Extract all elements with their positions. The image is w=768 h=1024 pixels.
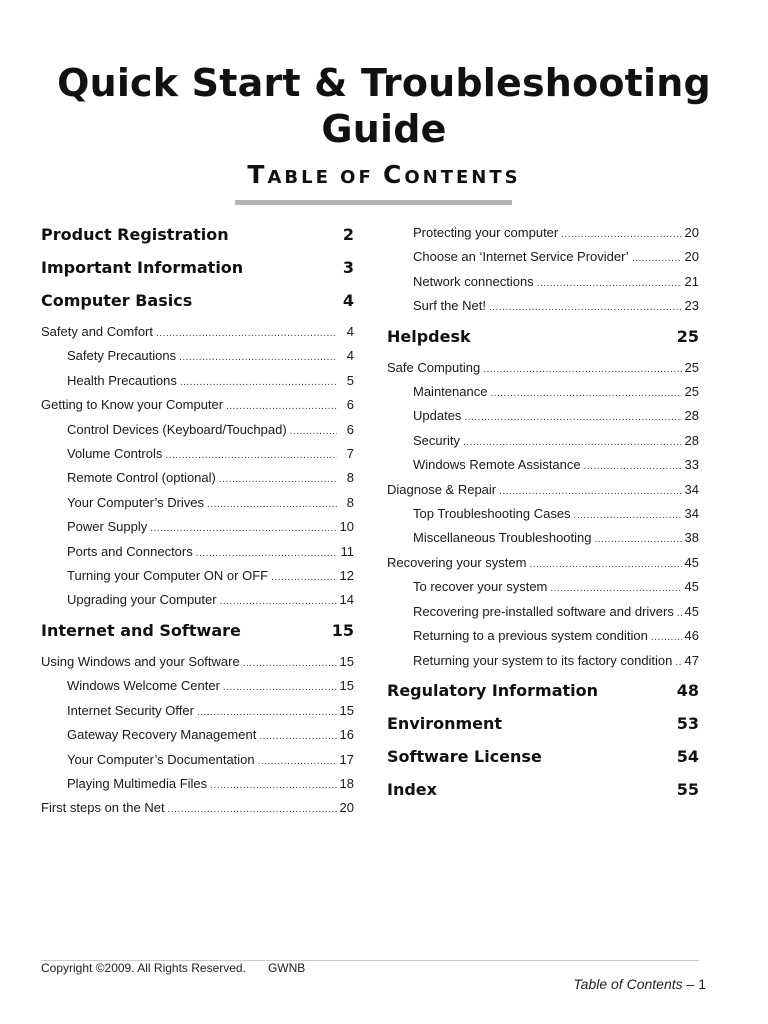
toc-section[interactable] [41,288,354,317]
toc-right-column [387,222,699,810]
toc-subentry[interactable] [41,443,354,467]
toc-page-number: 45 [684,554,699,570]
toc-subentry[interactable] [387,625,699,649]
toc-entry-label: Safe Computing [387,359,481,375]
toc-entry-label: Important Information [41,258,244,277]
toc-entry-label: Remote Control (optional) [67,470,216,486]
toc-page-number: 20 [684,249,699,265]
dot-leader [490,383,681,405]
toc-entry-label: Windows Welcome Center [67,678,220,694]
toc-section[interactable] [387,678,699,707]
toc-entry-label: Returning to a previous system condition [413,628,648,644]
toc-section[interactable] [387,324,699,353]
title-line-2: Guide [321,107,447,151]
toc-section[interactable] [41,222,354,251]
toc-entry-label: Your Computer’s Drives [67,494,205,510]
toc-entry-label: Updates [413,408,462,424]
toc-entry-label: Safety Precautions [67,348,177,364]
toc-entry-label: Diagnose & Repair [387,481,497,497]
dot-leader [290,421,337,443]
toc-subentry[interactable] [387,381,699,405]
toc-page-number: 17 [339,751,354,767]
dot-leader [550,578,681,600]
toc-entry-label: Choose an ‘Internet Service Provider’ [413,249,629,265]
toc-entry[interactable] [387,479,699,503]
toc-entry-label: Computer Basics [41,291,193,310]
dot-leader [632,248,682,270]
toc-entry-label: Turning your Computer ON or OFF [67,568,269,584]
toc-entry[interactable] [41,797,354,821]
toc-page-number: 12 [339,568,354,584]
dot-leader [464,407,681,429]
toc-entry-label: Software License [387,746,542,766]
toc-subentry[interactable] [387,405,699,429]
toc-page-number: 25 [684,384,699,400]
toc-subentry[interactable] [41,675,354,699]
dot-leader [223,677,337,699]
toc-page-number: 15 [339,678,354,694]
dot-leader [584,456,682,478]
toc-entry[interactable] [41,394,354,418]
toc-page-number: 53 [676,713,699,733]
toc-subentry[interactable] [41,724,354,748]
dot-leader [651,627,682,649]
toc-entry-label: Recovering pre-installed software and drivers [413,603,674,619]
toc-entry-label: Your Computer’s Documentation [67,751,255,767]
toc-entry-label: Ports and Connectors [67,543,193,559]
footer-section-label: Table of Contents [573,976,683,992]
dot-leader [489,297,682,319]
toc-entry-label: Health Precautions [67,372,177,388]
dot-leader [561,224,681,246]
toc-page-number: 46 [684,628,699,644]
toc-page-number: 6 [346,397,354,413]
dot-leader [529,554,681,576]
toc-entry-label: Product Registration [41,225,229,244]
toc-page-number: 16 [339,727,354,743]
toc-page-number: 28 [684,408,699,424]
toc-subentry[interactable] [41,516,354,540]
toc-entry-label: Surf the Net! [413,298,486,314]
dot-leader [179,347,337,369]
dot-leader [207,494,337,516]
toc-entry-label: Gateway Recovery Management [67,727,257,743]
dot-leader [258,751,337,773]
dot-leader [259,726,336,748]
toc-subentry[interactable] [41,565,354,589]
toc-page-number: 4 [342,291,354,310]
toc-entry-label: To recover your system [413,579,548,595]
dot-leader [595,529,682,551]
dot-leader [483,359,681,381]
toc-page-number: 20 [339,800,354,816]
copyright-text: Copyright ©2009. All Rights Reserved. [41,961,246,975]
toc-subentry[interactable] [41,773,354,797]
toc-page-number: 15 [339,653,354,669]
toc-entry[interactable] [387,552,699,576]
toc-subentry[interactable] [387,246,699,270]
toc-page-number: 21 [684,273,699,289]
toc-page-number: 34 [684,481,699,497]
toc-page-number: 28 [684,432,699,448]
toc-page-number: 25 [676,326,699,346]
toc-page-number: 20 [684,225,699,240]
dot-leader [150,518,336,540]
toc-section[interactable] [41,618,354,647]
toc-subentry[interactable] [387,430,699,454]
document-code: GWNB [267,961,306,975]
footer-separator: – [686,976,695,992]
dot-leader [156,323,337,345]
toc-page-number: 6 [346,421,354,437]
toc-subentry[interactable] [41,541,354,565]
toc-entry-label: Helpdesk [387,326,471,346]
toc-page-number: 54 [676,746,699,766]
dot-leader [180,372,337,394]
toc-subentry[interactable] [41,700,354,724]
toc-entry-label: Upgrading your Computer [67,592,217,608]
toc-entry-label: Security [413,432,460,448]
dot-leader [675,652,681,674]
dot-leader [537,273,682,295]
toc-section[interactable] [387,711,699,740]
toc-subentry[interactable] [41,749,354,773]
toc-subentry[interactable] [41,467,354,491]
toc-heading: TABLE OF CONTENTS [247,160,521,189]
dot-leader [165,445,337,467]
toc-subentry[interactable] [387,503,699,527]
toc-page-number: 11 [340,543,354,559]
dot-leader [197,702,337,724]
toc-page-number: 7 [346,446,354,462]
toc-entry-label: Miscellaneous Troubleshooting [413,530,592,546]
dot-leader [210,775,336,797]
toc-entry-label: Getting to Know your Computer [41,397,224,413]
dot-leader [463,432,682,454]
toc-entry-label: Playing Multimedia Files [67,775,208,791]
document-title [0,60,768,152]
footer-copyright [41,961,327,975]
toc-page-number: 4 [346,324,354,339]
toc-subentry[interactable] [41,419,354,443]
toc-subentry[interactable] [387,295,699,319]
toc-subentry[interactable] [41,589,354,613]
toc-section[interactable] [41,255,354,284]
toc-page-number: 8 [346,494,354,510]
toc-subentry[interactable] [387,527,699,551]
title-line-1: Quick Start & Troubleshooting [57,61,711,105]
dot-leader [499,481,681,503]
toc-page-number: 45 [684,603,699,619]
toc-page-number: 15 [339,702,354,718]
toc-subentry[interactable] [387,271,699,295]
toc-entry-label: Power Supply [67,519,148,535]
toc-page-number: 34 [684,506,699,522]
dot-leader [168,799,337,821]
toc-page-number: 14 [339,592,354,608]
toc-entry-label: Regulatory Information [387,680,598,700]
dot-leader [219,469,337,491]
toc-section[interactable] [387,744,699,773]
toc-page-number: 5 [346,372,354,388]
toc-heading-underline [235,200,512,205]
toc-entry-label: Volume Controls [67,446,163,462]
toc-entry-label: Environment [387,713,503,733]
toc-entry-label: Internet Security Offer [67,702,194,718]
toc-subentry[interactable] [41,370,354,394]
dot-leader [220,591,337,613]
toc-entry-label: Recovering your system [387,554,527,570]
toc-page-number: 45 [684,579,699,595]
toc-section[interactable] [387,777,699,806]
toc-entry-label: Internet and Software [41,620,241,640]
toc-entry[interactable] [41,321,354,345]
toc-page-number: 2 [342,225,354,244]
toc-entry-label: Safety and Comfort [41,324,153,339]
toc-entry[interactable] [41,651,354,675]
toc-entry-label: Control Devices (Keyboard/Touchpad) [67,421,287,437]
dot-leader [677,603,682,625]
toc-subentry[interactable] [387,650,699,674]
toc-subentry[interactable] [41,345,354,369]
footer-page-number: 1 [698,976,706,992]
toc-page-number: 33 [684,457,699,473]
dot-leader [271,567,336,589]
toc-entry-label: First steps on the Net [41,800,165,816]
toc-entry-label: Index [387,779,437,799]
toc-entry-label: Protecting your computer [413,225,559,240]
toc-entry-label: Returning your system to its factory condition [413,652,673,668]
toc-page-number: 4 [346,348,354,364]
toc-page-number: 8 [346,470,354,486]
toc-page-number: 18 [339,775,354,791]
toc-page-number: 15 [331,620,354,640]
toc-page-number: 3 [342,258,354,277]
toc-page-number: 25 [684,359,699,375]
toc-left-column [41,222,354,822]
toc-subentry[interactable] [387,601,699,625]
toc-subentry[interactable] [41,492,354,516]
toc-page-number: 47 [684,652,699,668]
footer-page-indicator [573,976,706,992]
toc-subentry[interactable] [387,576,699,600]
dot-leader [226,396,337,418]
toc-entry-label: Network connections [413,273,534,289]
toc-subentry[interactable] [387,222,699,246]
toc-subentry[interactable] [387,454,699,478]
dot-leader [574,505,682,527]
dot-leader [196,543,337,565]
toc-page-number: 10 [339,519,354,535]
toc-entry[interactable] [387,357,699,381]
toc-entry-label: Maintenance [413,384,488,400]
toc-page-number: 38 [684,530,699,546]
toc-page-number: 55 [676,779,699,799]
toc-entry-label: Windows Remote Assistance [413,457,581,473]
toc-entry-label: Using Windows and your Software [41,653,240,669]
dot-leader [243,653,337,675]
toc-entry-label: Top Troubleshooting Cases [413,506,571,522]
toc-page-number: 23 [684,298,699,314]
toc-page-number: 48 [676,680,699,700]
